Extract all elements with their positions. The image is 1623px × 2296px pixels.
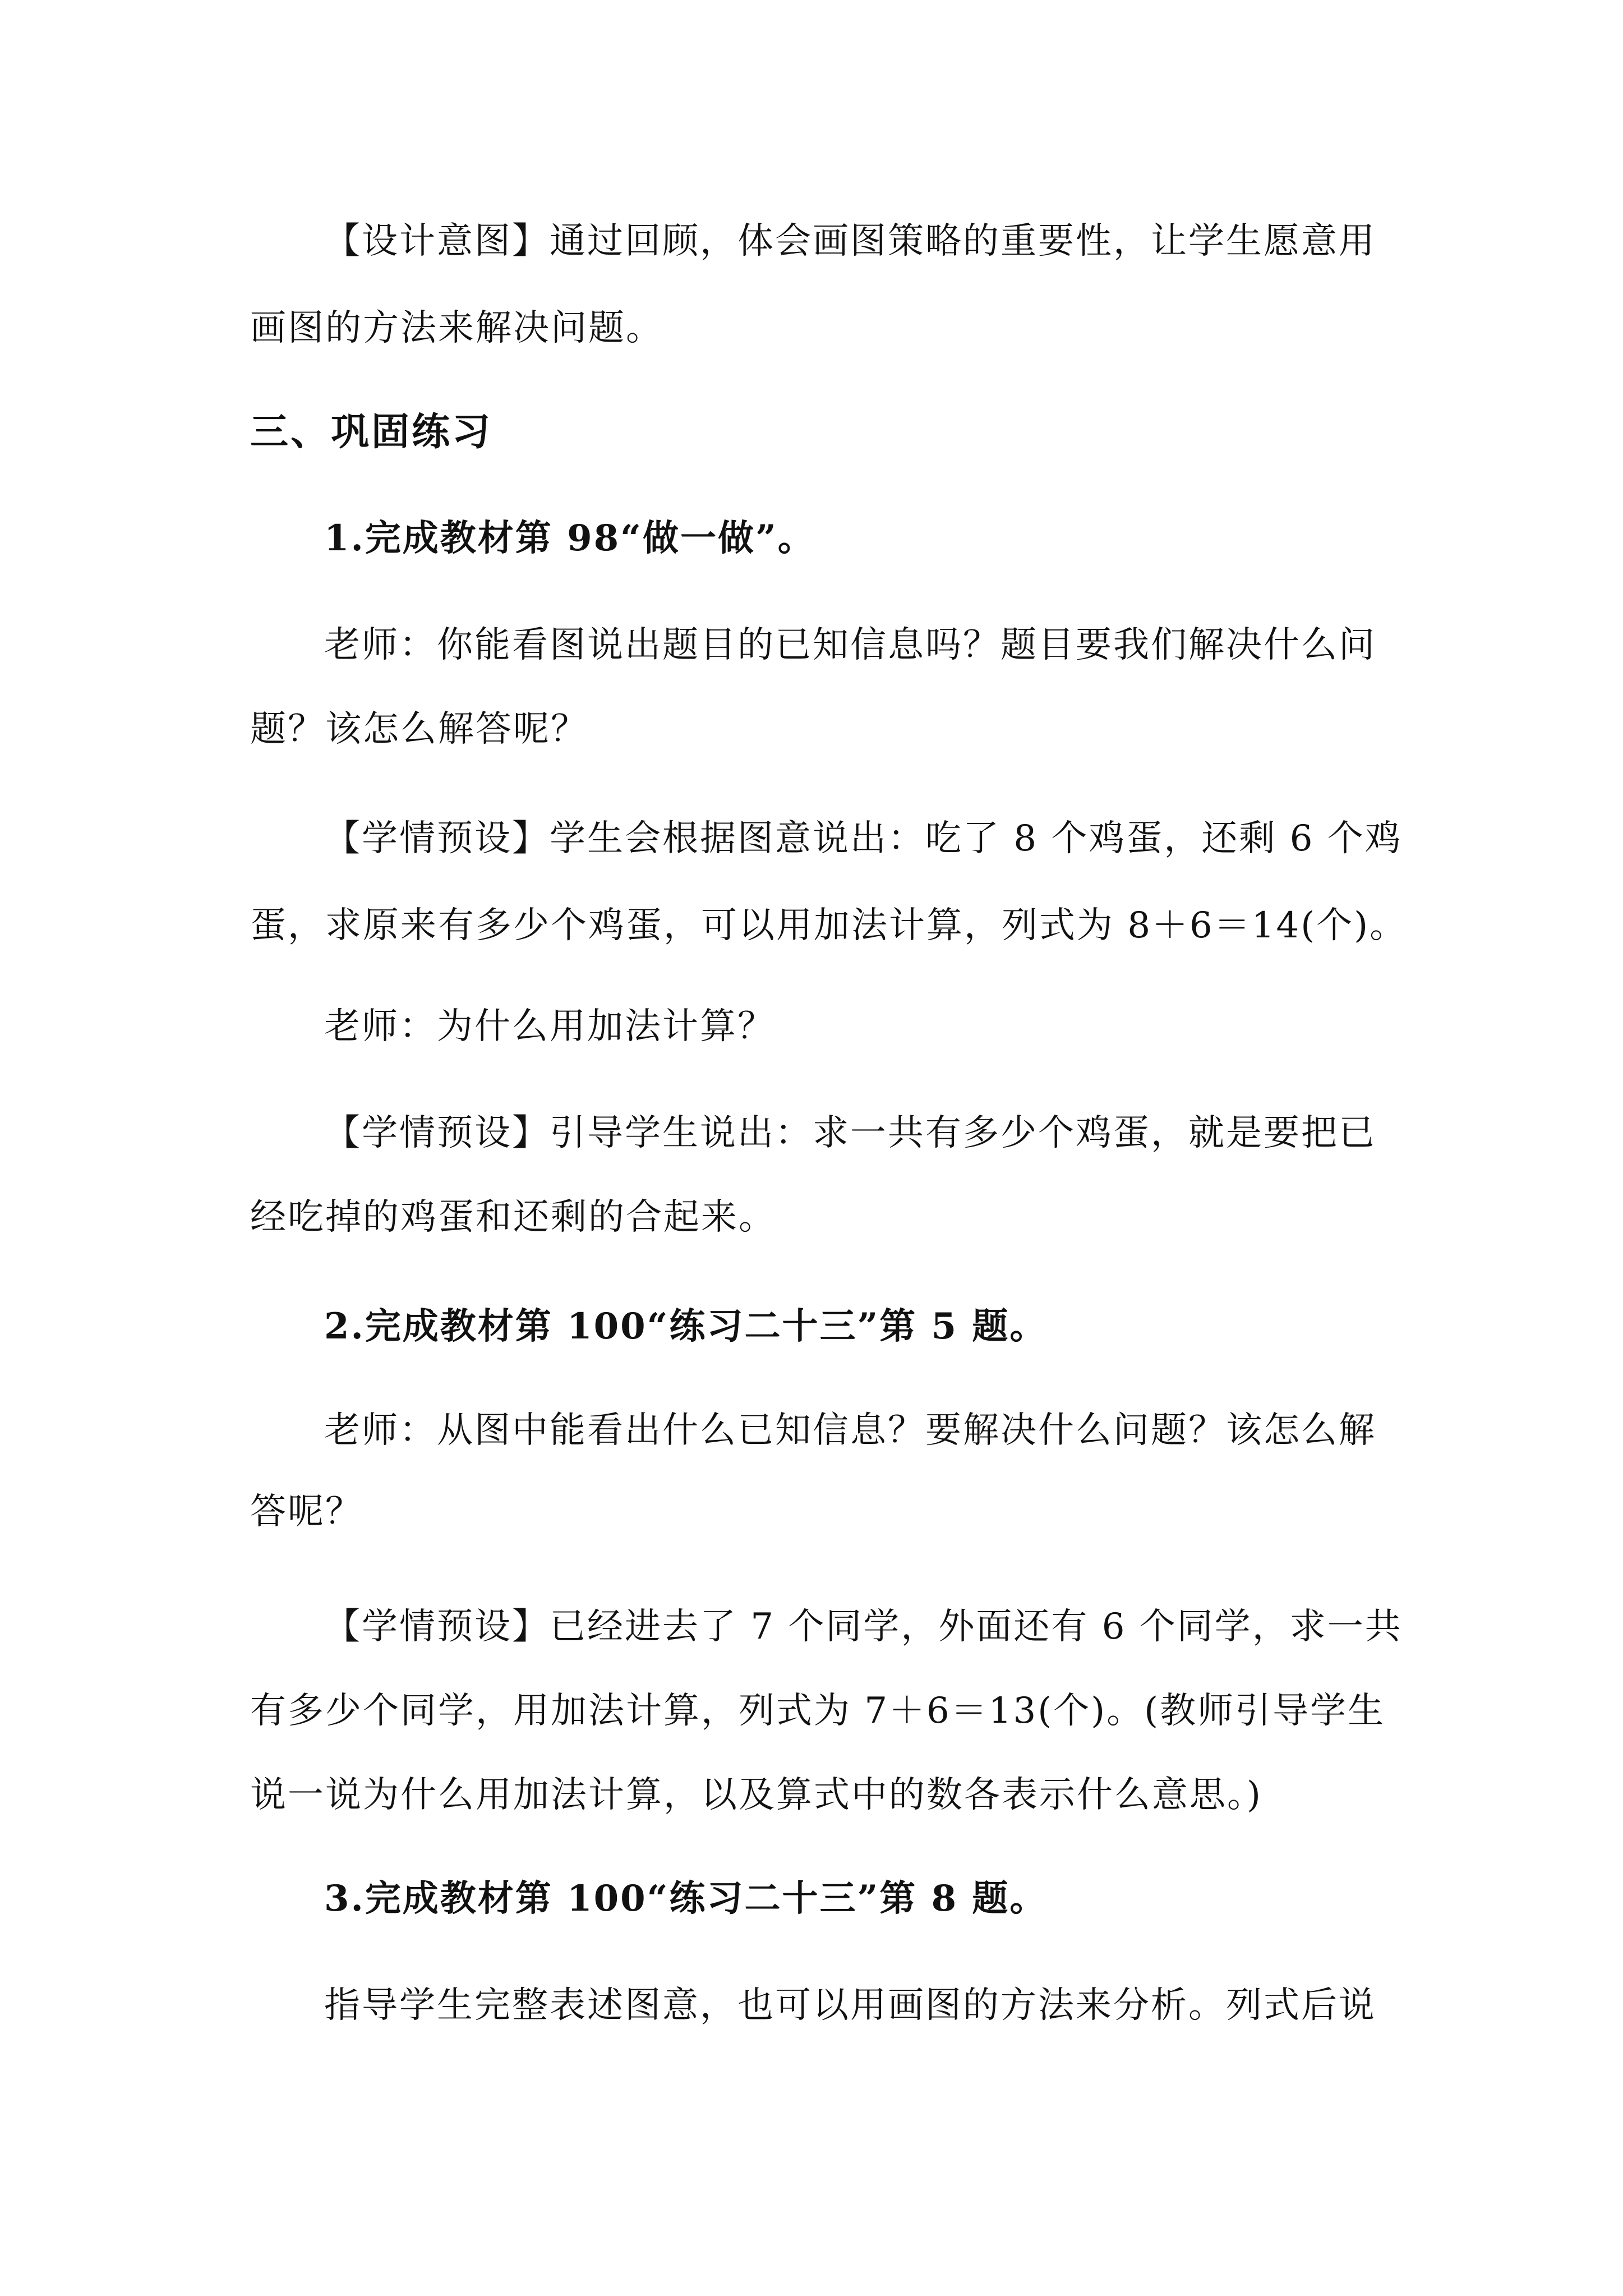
student-preset-1-line-2: 蛋，求原来有多少个鸡蛋，可以用加法计算，列式为 8＋6＝14(个)。 [250, 905, 1408, 946]
guidance-line-1: 指导学生完整表述图意，也可以用画图的方法来分析。列式后说 [324, 1985, 1376, 2026]
design-intent-line-2: 画图的方法来解决问题。 [250, 307, 663, 349]
teacher-question-3-line-2: 答呢？ [250, 1491, 363, 1533]
student-preset-3-line-2: 有多少个同学，用加法计算，列式为 7＋6＝13(个)。(教师引导学生 [250, 1690, 1386, 1732]
student-preset-3-line-1: 【学情预设】已经进去了 7 个同学，外面还有 6 个同学，求一共 [324, 1606, 1403, 1648]
student-preset-3-line-3: 说一说为什么用加法计算，以及算式中的数各表示什么意思。) [250, 1774, 1262, 1816]
student-preset-1-line-1: 【学情预设】学生会根据图意说出：吃了 8 个鸡蛋，还剩 6 个鸡 [324, 818, 1403, 859]
exercise-1-title: 1.完成教材第 98“做一做”。 [324, 517, 815, 559]
teacher-question-2: 老师：为什么用加法计算？ [324, 1006, 775, 1047]
teacher-question-1-line-2: 题？该怎么解答呢？ [250, 708, 588, 750]
design-intent-line-1: 【设计意图】通过回顾，体会画图策略的重要性，让学生愿意用 [324, 220, 1376, 262]
exercise-2-title: 2.完成教材第 100“练习二十三”第 5 题。 [324, 1305, 1048, 1347]
exercise-3-title: 3.完成教材第 100“练习二十三”第 8 题。 [324, 1878, 1048, 1920]
student-preset-2-line-2: 经吃掉的鸡蛋和还剩的合起来。 [250, 1197, 776, 1238]
section-heading: 三、巩固练习 [250, 409, 493, 454]
teacher-question-3-line-1: 老师：从图中能看出什么已知信息？要解决什么问题？该怎么解 [324, 1410, 1376, 1451]
teacher-question-1-line-1: 老师：你能看图说出题目的已知信息吗？题目要我们解决什么问 [324, 624, 1376, 666]
student-preset-2-line-1: 【学情预设】引导学生说出：求一共有多少个鸡蛋，就是要把已 [324, 1112, 1376, 1154]
